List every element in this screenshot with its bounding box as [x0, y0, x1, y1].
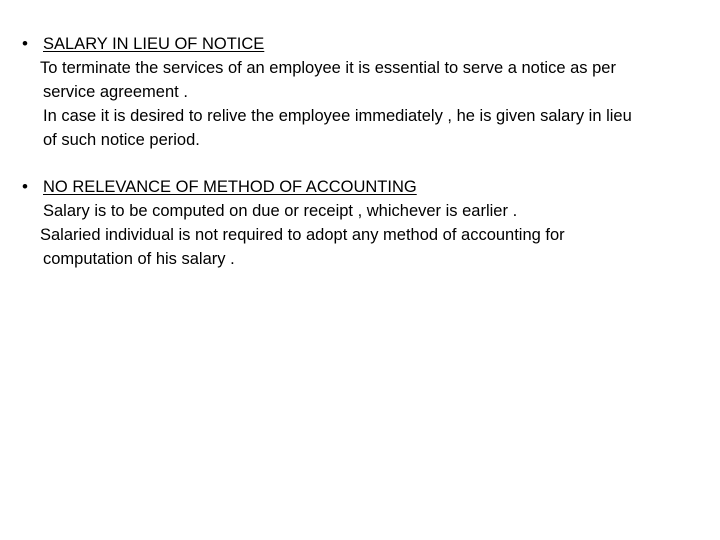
bullet-row: [22, 32, 712, 56]
body-line: service agreement .: [43, 83, 188, 101]
body-line: Salaried individual is not required to adopt any method of accounting for: [40, 226, 565, 244]
body-line: of such notice period.: [43, 131, 200, 149]
body-line: In case it is desired to relive the employee immediately , he is given salary in lieu: [43, 107, 632, 125]
body-line: computation of his salary .: [43, 250, 235, 268]
bullet-row: [22, 175, 712, 199]
body-line: To terminate the services of an employee it is essential to serve a notice as per: [40, 59, 616, 77]
section-heading: NO RELEVANCE OF METHOD OF ACCOUNTING: [43, 178, 417, 196]
bullet-icon: •: [22, 177, 28, 196]
section-heading: SALARY IN LIEU OF NOTICE: [43, 35, 265, 53]
body-line: Salary is to be computed on due or receipt , whichever is earlier .: [43, 202, 518, 220]
section-salary-in-lieu-of-notice: [22, 32, 712, 152]
bullet-icon: •: [22, 34, 28, 53]
section-no-relevance-of-method-of-accounting: [22, 175, 712, 271]
